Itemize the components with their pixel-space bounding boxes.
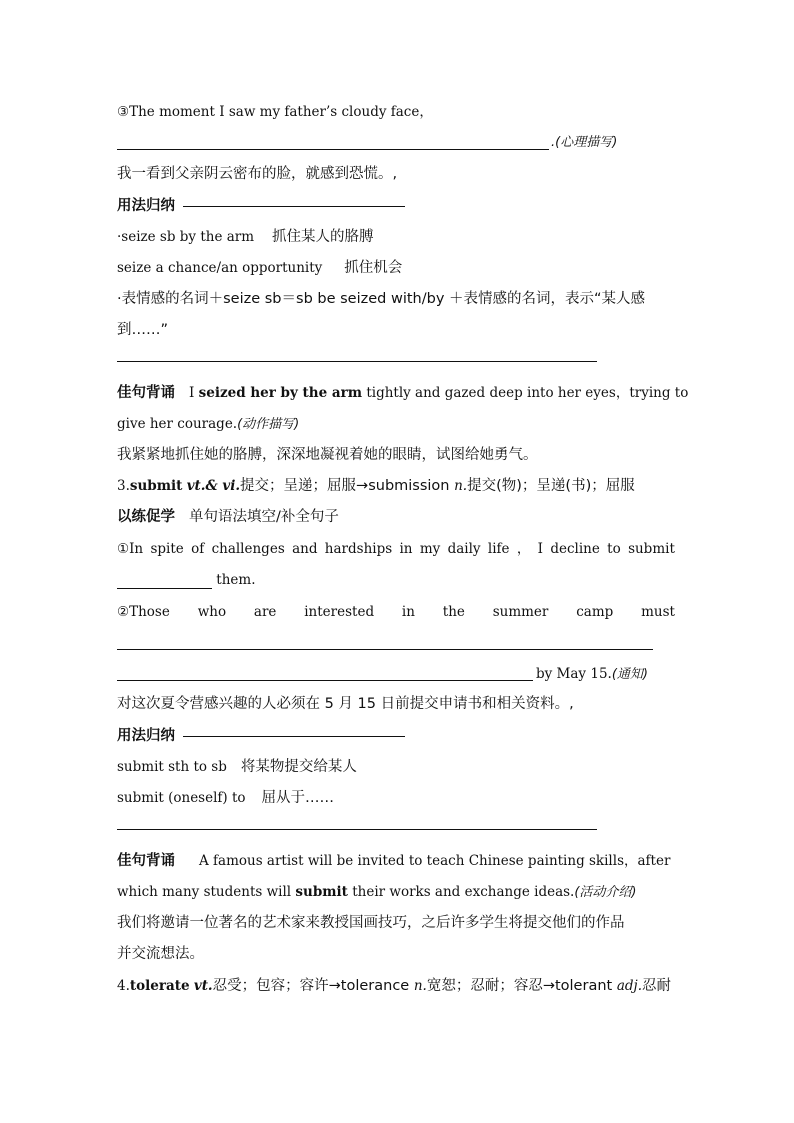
- usage-meaning: 将某物提交给某人: [240, 759, 357, 775]
- usage-phrase: submit (oneself) to: [117, 790, 246, 806]
- usage-meaning: 抓住机会: [344, 260, 403, 276]
- model-sentence: 佳句背诵 I seized her by the arm tightly and gazed deep into her eyes，trying to: [117, 385, 689, 401]
- vocab-word: tolerate: [129, 978, 190, 994]
- heading-rule: [183, 736, 405, 737]
- heading-rule: [183, 206, 405, 207]
- translation: 我一看到父亲阴云密布的脸，就感到恐慌。,: [117, 166, 398, 182]
- annotation: (动作描写): [237, 417, 300, 432]
- usage-summary-heading: 用法归纳: [117, 728, 175, 744]
- usage-phrase: submit sth to sb: [117, 759, 227, 775]
- translation: 对这次夏令营感兴趣的人必须在 5 月 15 日前提交申请书和相关资料。,: [117, 696, 574, 712]
- key-word: submit: [295, 884, 348, 900]
- usage-meaning: 抓住某人的胳膊: [272, 229, 374, 245]
- vocab-entry-tolerate: 4.tolerate vt.忍受；包容；容许→tolerance n.宽恕；忍耐；容忍→tolerant adj.忍耐: [117, 978, 671, 994]
- exercise-1: ①In spite of challenges and hardships in my daily life ， I decline to submit: [117, 541, 675, 557]
- model-sentence-label: 佳句背诵: [117, 385, 175, 401]
- translation: 我们将邀请一位著名的艺术家来教授国画技巧，之后许多学生将提交他们的作品: [117, 915, 625, 931]
- exercise-2: ②Those who are interested in the summer camp must: [117, 604, 675, 620]
- vocab-word: submit: [129, 478, 183, 494]
- model-sentence-continued: give her courage.(动作描写): [117, 416, 300, 432]
- fill-blank[interactable]: [117, 572, 212, 589]
- annotation: .(心理描写): [551, 135, 618, 150]
- example-sentence-3: ③The moment I saw my father’s cloudy face，: [117, 104, 433, 120]
- answer-blank-line[interactable]: [117, 361, 597, 362]
- usage-item: [117, 758, 357, 776]
- translation: 我紧紧地抓住她的胳膊，深深地凝视着她的眼睛，试图给她勇气。: [117, 447, 538, 463]
- translation-continued: 并交流想法。: [117, 946, 204, 962]
- model-sentence: 佳句背诵 A famous artist will be invited to teach Chinese painting skills，after: [117, 853, 671, 869]
- usage-item: [117, 259, 402, 277]
- usage-item: ·表情感的名词＋seize sb＝sb be seized with/by ＋表情感的名词，表示“某人感: [117, 291, 646, 307]
- answer-blank-line[interactable]: [117, 680, 533, 681]
- annotation: (通知): [611, 667, 648, 682]
- answer-blank-line[interactable]: [117, 829, 597, 830]
- answer-blank-line[interactable]: [117, 149, 549, 150]
- usage-item-continued: 到……”: [117, 322, 169, 338]
- usage-item: [117, 789, 334, 807]
- answer-blank-line[interactable]: [117, 649, 653, 650]
- usage-phrase: seize a chance/an opportunity: [117, 260, 323, 276]
- exercise-1-continued: them.: [117, 571, 256, 589]
- practice-heading: 以练促学 单句语法填空/补全句子: [117, 509, 339, 525]
- annotation: (活动介绍): [574, 885, 637, 900]
- usage-summary-heading: 用法归纳: [117, 198, 175, 214]
- model-sentence-label: 佳句背诵: [117, 853, 175, 869]
- exercise-2-ending: by May 15.(通知): [536, 666, 648, 682]
- usage-phrase: ·seize sb by the arm: [117, 229, 255, 245]
- vocab-entry-submit: 3.submit vt.& vi.提交；呈递；屈服→submission n.提交(物)；呈递(书)；屈服: [117, 478, 635, 494]
- key-phrase: seized her by the arm: [198, 385, 363, 401]
- usage-meaning: 屈从于……: [261, 790, 335, 806]
- usage-item: [117, 228, 374, 246]
- model-sentence-continued: which many students will submit their works and exchange ideas.(活动介绍): [117, 884, 637, 900]
